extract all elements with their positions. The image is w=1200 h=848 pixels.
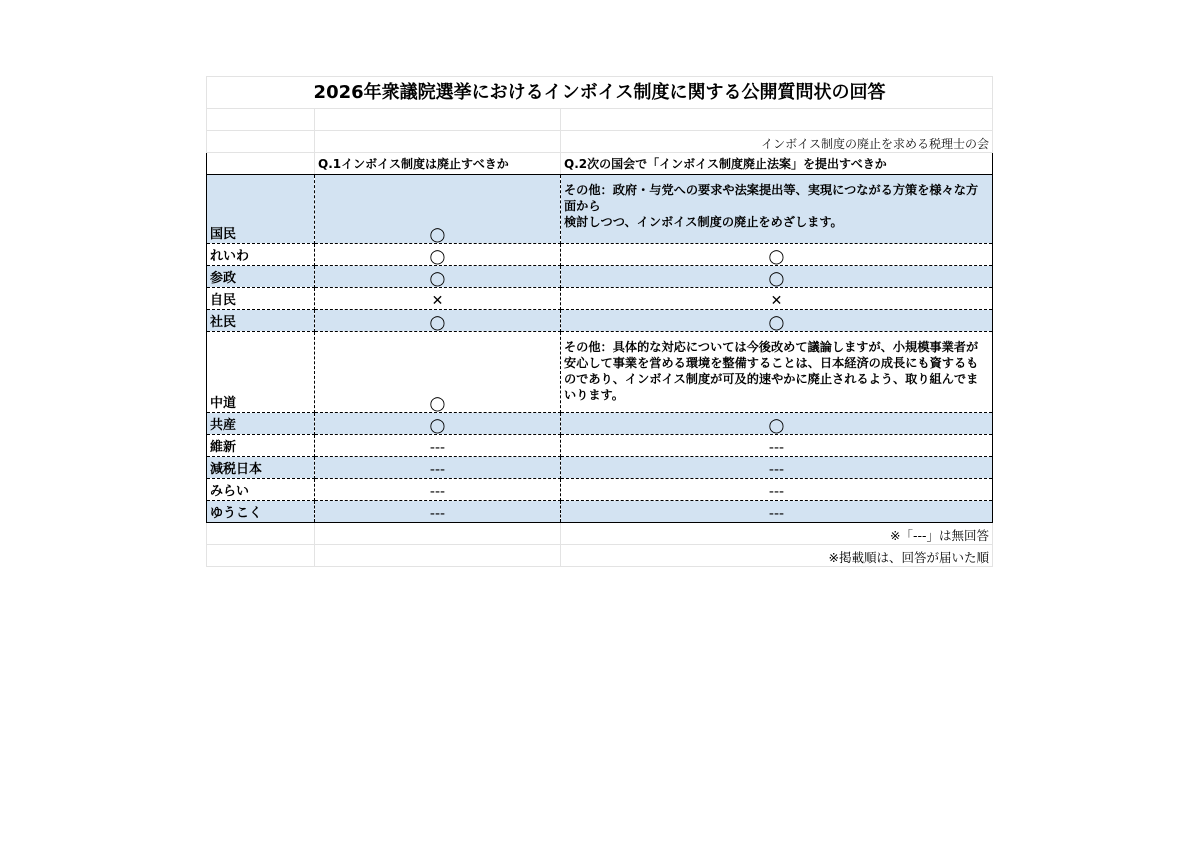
q1-answer: --- bbox=[315, 479, 561, 501]
q1-answer: ◯ bbox=[315, 332, 561, 413]
q1-answer: --- bbox=[315, 457, 561, 479]
cell bbox=[207, 545, 315, 567]
q2-answer: ◯ bbox=[561, 244, 993, 266]
party-name: 社民 bbox=[207, 310, 315, 332]
header-row bbox=[207, 153, 993, 175]
party-name: 維新 bbox=[207, 435, 315, 457]
table-row bbox=[207, 457, 993, 479]
answers-table bbox=[206, 76, 993, 567]
q2-answer: --- bbox=[561, 501, 993, 523]
q1-answer: ✕ bbox=[315, 288, 561, 310]
q2-answer: --- bbox=[561, 479, 993, 501]
cell bbox=[315, 545, 561, 567]
footnote-row bbox=[207, 545, 993, 567]
party-name: みらい bbox=[207, 479, 315, 501]
q2-answer-note: その他：具体的な対応については今後改めて議論しますが、小規模事業者が安心して事業を営める環境を整備することは、日本経済の成長にも資するものであり、インボイス制度が可及的速やかに廃止されるよう、取り組んでまいります。 bbox=[561, 332, 993, 413]
q2-answer: ◯ bbox=[561, 413, 993, 435]
party-name: 中道 bbox=[207, 332, 315, 413]
header-party bbox=[207, 153, 315, 175]
spreadsheet bbox=[206, 76, 992, 567]
organization-row bbox=[207, 131, 993, 153]
table-row bbox=[207, 501, 993, 523]
q1-answer: --- bbox=[315, 435, 561, 457]
table-row bbox=[207, 413, 993, 435]
title-row bbox=[207, 77, 993, 109]
q1-answer: ◯ bbox=[315, 413, 561, 435]
footnote-row bbox=[207, 523, 993, 545]
q2-answer: ◯ bbox=[561, 310, 993, 332]
q2-answer-note: その他：政府・与党への要求や法案提出等、実現につながる方策を様々な方面から 検討しつつ、インボイス制度の廃止をめざします。 bbox=[561, 175, 993, 244]
blank-row bbox=[207, 109, 993, 131]
q1-answer: ◯ bbox=[315, 175, 561, 244]
footnote-no-answer: ※「---」は無回答 bbox=[561, 523, 993, 545]
page-title: 2026年衆議院選挙におけるインボイス制度に関する公開質問状の回答 bbox=[207, 77, 993, 109]
cell bbox=[315, 523, 561, 545]
organization-name: インボイス制度の廃止を求める税理士の会 bbox=[561, 131, 993, 153]
party-name: 自民 bbox=[207, 288, 315, 310]
table-row bbox=[207, 479, 993, 501]
party-name: 国民 bbox=[207, 175, 315, 244]
party-name: 減税日本 bbox=[207, 457, 315, 479]
table-row bbox=[207, 310, 993, 332]
party-name: れいわ bbox=[207, 244, 315, 266]
header-q2: Q.2次の国会で「インボイス制度廃止法案」を提出すべきか bbox=[561, 153, 993, 175]
cell bbox=[315, 131, 561, 153]
header-q1: Q.1インボイス制度は廃止すべきか bbox=[315, 153, 561, 175]
q1-answer: --- bbox=[315, 501, 561, 523]
cell bbox=[315, 109, 561, 131]
q1-answer: ◯ bbox=[315, 244, 561, 266]
party-name: ゆうこく bbox=[207, 501, 315, 523]
table-row bbox=[207, 175, 993, 244]
q2-answer: --- bbox=[561, 457, 993, 479]
party-name: 参政 bbox=[207, 266, 315, 288]
party-name: 共産 bbox=[207, 413, 315, 435]
q1-answer: ◯ bbox=[315, 266, 561, 288]
table-row bbox=[207, 435, 993, 457]
cell bbox=[561, 109, 993, 131]
q2-answer: ◯ bbox=[561, 266, 993, 288]
q2-answer: ✕ bbox=[561, 288, 993, 310]
table-row bbox=[207, 244, 993, 266]
q1-answer: ◯ bbox=[315, 310, 561, 332]
table-row bbox=[207, 288, 993, 310]
cell bbox=[207, 131, 315, 153]
table-row bbox=[207, 332, 993, 413]
q2-answer: --- bbox=[561, 435, 993, 457]
footnote-order: ※掲載順は、回答が届いた順 bbox=[561, 545, 993, 567]
cell bbox=[207, 109, 315, 131]
cell bbox=[207, 523, 315, 545]
table-row bbox=[207, 266, 993, 288]
